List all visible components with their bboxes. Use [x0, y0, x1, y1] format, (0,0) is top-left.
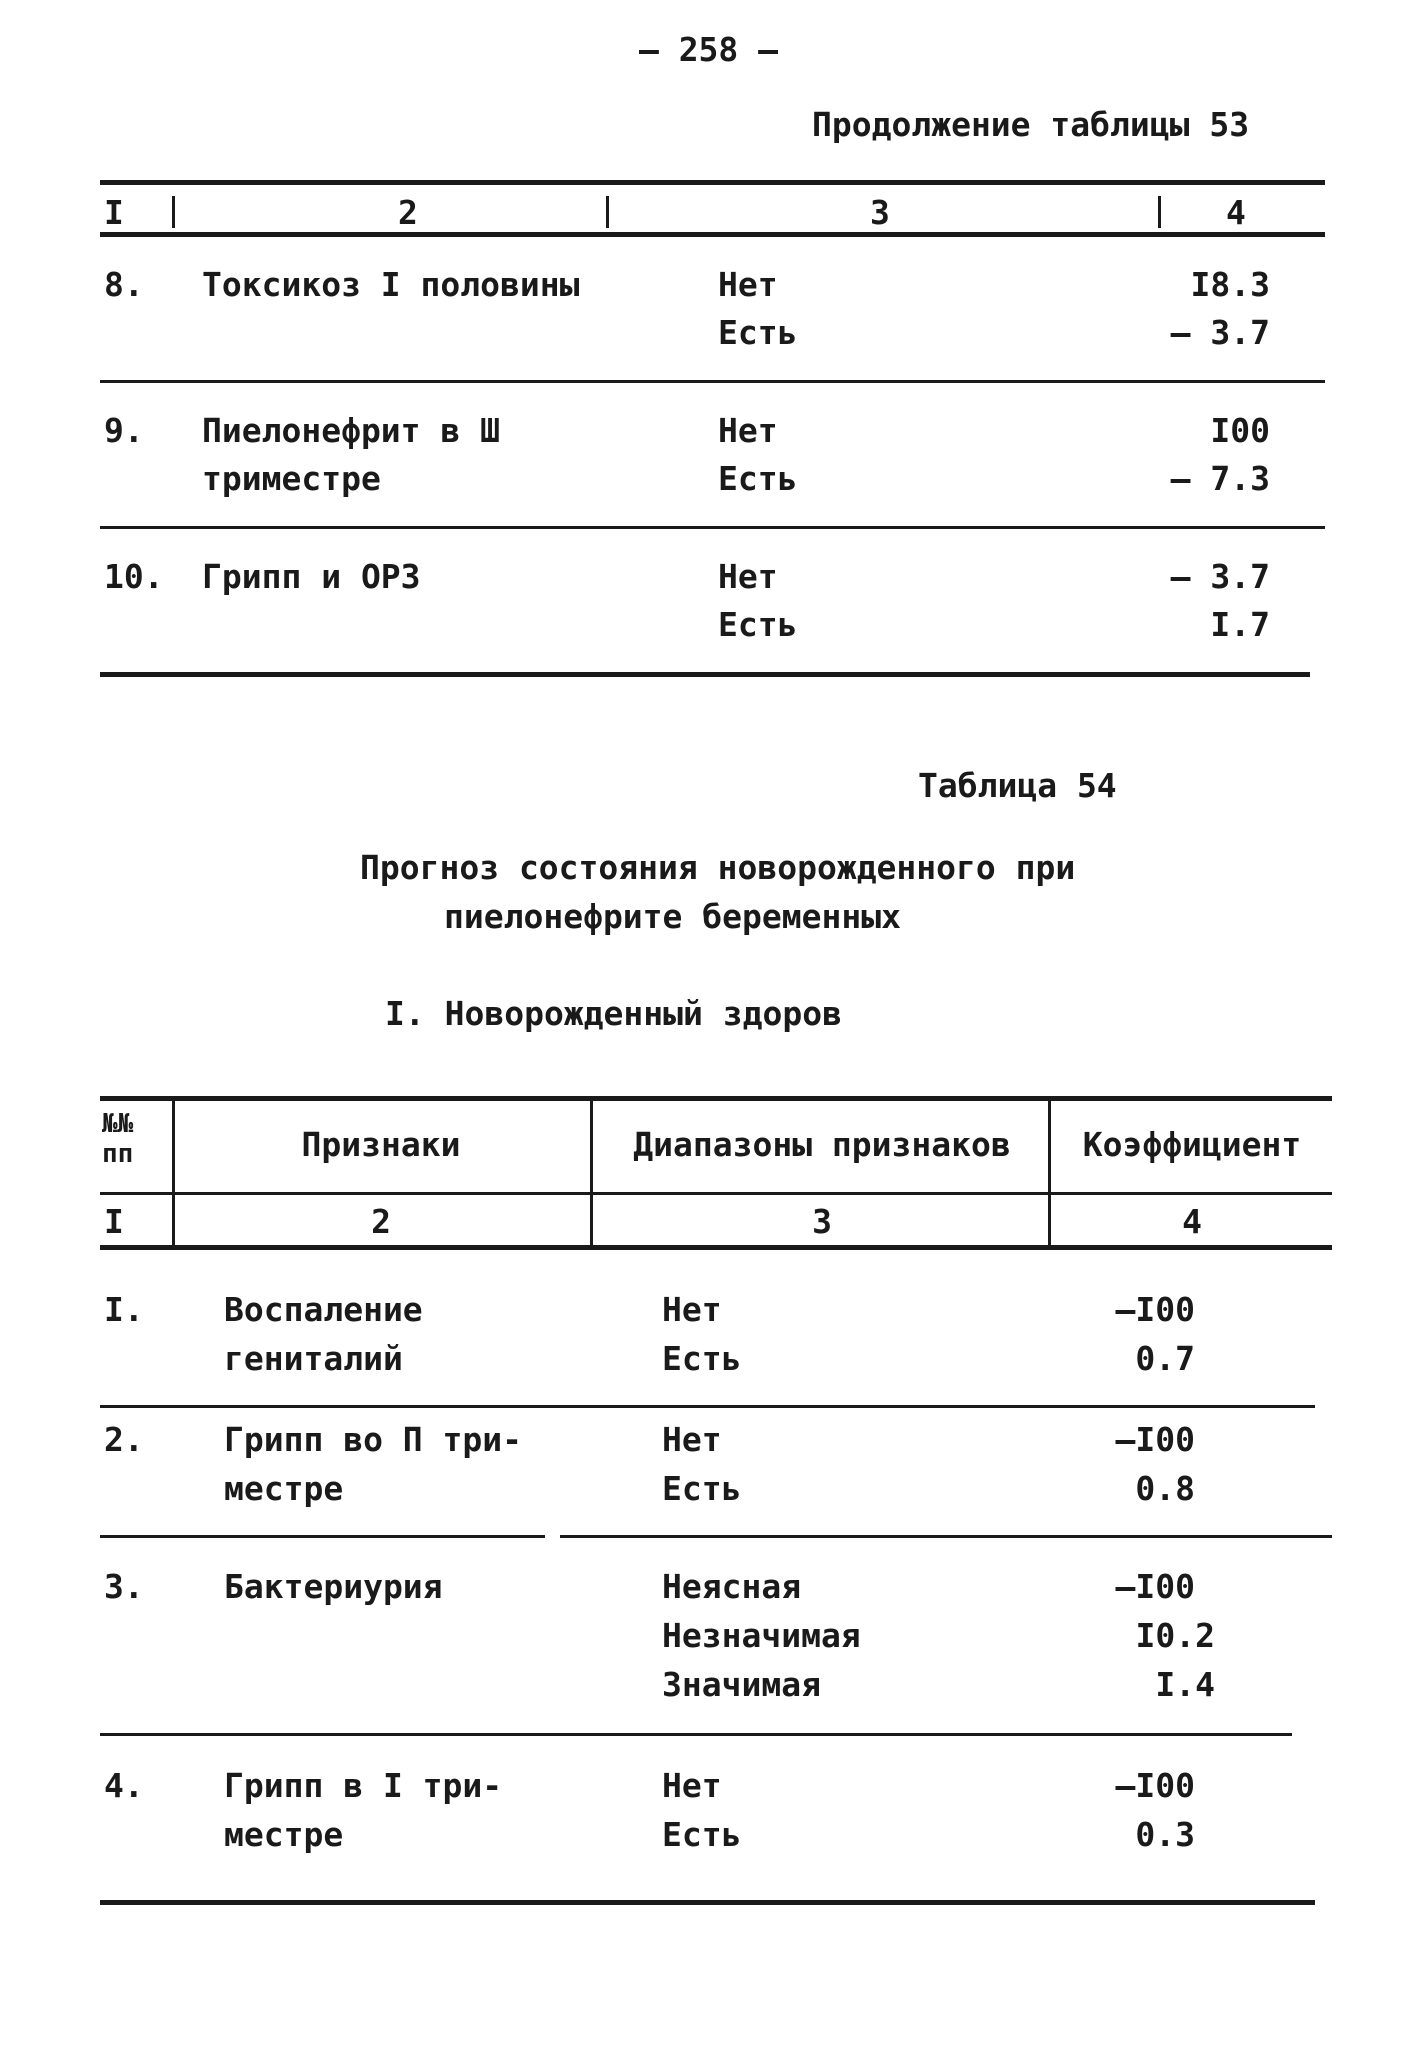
row-sign: Грипп в I три- [224, 1766, 503, 1805]
section-heading: I. Новорожденный здоров [385, 994, 842, 1033]
table-top-rule [100, 180, 1325, 185]
row-range: Есть [718, 605, 798, 644]
table-title-line1: Прогноз состояния новорожденного при [360, 848, 1076, 887]
row-coefficient: I.7 [1210, 605, 1270, 644]
row-sign: Грипп во П три- [224, 1420, 523, 1459]
row-coefficient: –I00 [1115, 1290, 1195, 1329]
table-title-line2: пиелонефрите беременных [444, 897, 901, 936]
header-rule [100, 1192, 1332, 1195]
row-range: Нет [718, 265, 778, 304]
row-range: Значимая [662, 1665, 821, 1704]
col-number-2: 2 [398, 193, 418, 232]
row-divider [100, 526, 1325, 529]
col-number-4: 4 [1226, 193, 1246, 232]
col-number-4: 4 [1182, 1202, 1202, 1241]
col-number-1: I [104, 1202, 124, 1241]
row-coefficient: I0.2 [1135, 1616, 1215, 1655]
row-coefficient: – 7.3 [1170, 459, 1270, 498]
row-range: Есть [662, 1339, 742, 1378]
row-divider [560, 1535, 1332, 1538]
row-divider [100, 1733, 1292, 1736]
row-sign: Пиелонефрит в Ш [202, 411, 501, 450]
row-sign: Грипп и ОРЗ [202, 557, 421, 596]
row-number: I. [104, 1290, 144, 1329]
header-signs: Признаки [301, 1125, 461, 1164]
row-divider [100, 1535, 545, 1538]
continuation-caption: Продолжение таблицы 53 [812, 105, 1250, 144]
column-divider [172, 1098, 175, 1246]
row-coefficient: 0.3 [1135, 1815, 1195, 1854]
row-sign: триместре [202, 459, 381, 498]
col-number-1: I [104, 193, 124, 232]
row-number: 8. [104, 265, 144, 304]
row-coefficient: I8.3 [1190, 265, 1270, 304]
row-coefficient: I00 [1210, 411, 1270, 450]
row-range: Нет [718, 411, 778, 450]
row-coefficient: – 3.7 [1170, 557, 1270, 596]
column-divider [590, 1098, 593, 1246]
col-number-3: 3 [870, 193, 890, 232]
row-range: Нет [662, 1290, 722, 1329]
row-range: Есть [662, 1815, 742, 1854]
col-number-2: 2 [371, 1202, 391, 1241]
table-label: Таблица 54 [918, 766, 1117, 805]
row-sign: местре [224, 1469, 344, 1508]
row-coefficient: I.4 [1155, 1665, 1215, 1704]
row-number: 2. [104, 1420, 144, 1459]
header-num-line1: №№ [102, 1109, 134, 1139]
row-range: Есть [662, 1469, 742, 1508]
row-coefficient: 0.8 [1135, 1469, 1195, 1508]
row-number: 3. [104, 1567, 144, 1606]
row-number: 10. [104, 557, 164, 596]
row-range: Неясная [662, 1567, 802, 1606]
row-coefficient: 0.7 [1135, 1339, 1195, 1378]
row-range: Нет [718, 557, 778, 596]
row-divider [100, 380, 1325, 383]
row-coefficient: – 3.7 [1170, 313, 1270, 352]
header-num-line2: пп [102, 1139, 134, 1169]
page-number: – 258 – [638, 30, 779, 69]
row-coefficient: –I00 [1115, 1766, 1195, 1805]
column-divider [1158, 196, 1161, 228]
row-coefficient: –I00 [1115, 1420, 1195, 1459]
row-range: Нет [662, 1766, 722, 1805]
row-range: Есть [718, 459, 798, 498]
row-range: Незначимая [662, 1616, 861, 1655]
row-coefficient: –I00 [1115, 1567, 1195, 1606]
row-sign: местре [224, 1815, 344, 1854]
row-sign: Воспаление [224, 1290, 423, 1329]
header-ranges: Диапазоны признаков [633, 1125, 1011, 1164]
row-range: Нет [662, 1420, 722, 1459]
row-divider [100, 1405, 1315, 1408]
table-bottom-rule [100, 1900, 1315, 1905]
row-number: 9. [104, 411, 144, 450]
row-sign: гениталий [224, 1339, 403, 1378]
header-rule [100, 232, 1325, 237]
table-bottom-rule [100, 672, 1310, 677]
column-divider [172, 196, 175, 228]
row-sign: Бактериурия [224, 1567, 443, 1606]
row-range: Есть [718, 313, 798, 352]
col-number-3: 3 [812, 1202, 832, 1241]
header-coefficient: Коэффициент [1082, 1125, 1302, 1164]
table-top-rule [100, 1096, 1332, 1101]
column-divider [606, 196, 609, 228]
row-number: 4. [104, 1766, 144, 1805]
row-sign: Токсикоз I половины [202, 265, 580, 304]
column-number-rule [100, 1245, 1332, 1250]
